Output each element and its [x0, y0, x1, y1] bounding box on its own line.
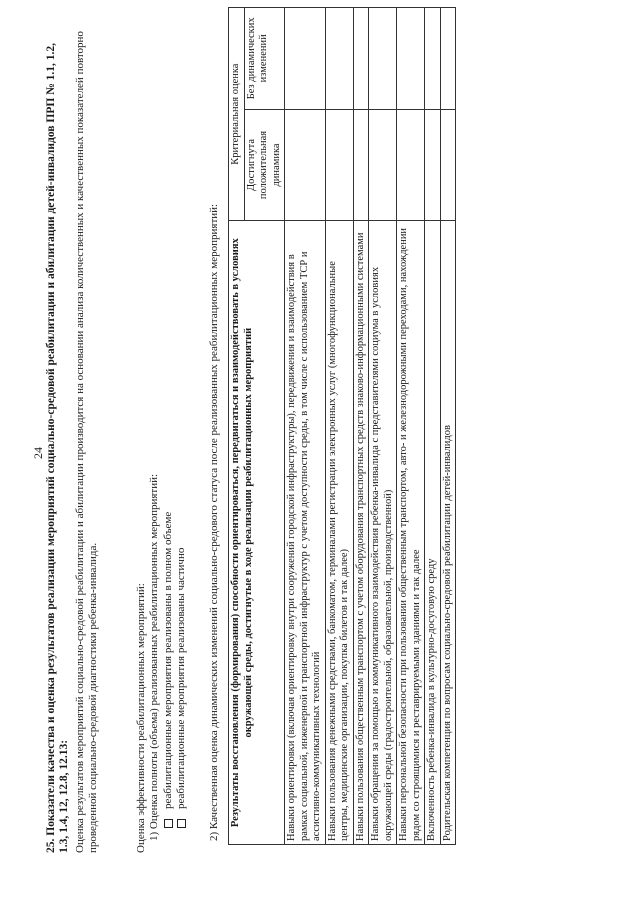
cell-no-change[interactable]: [285, 8, 326, 110]
option-full: [162, 512, 175, 828]
row-label: Навыки пользования денежными средствами, банкоматом, терминалами регистрации электронных услуг (многофункциональные центры, медицинские организации, покупка билетов и так далее): [325, 221, 353, 845]
row-label: Навыки обращения за помощью и коммуникативного взаимодействия ребенка-инвалида с представителями социума в условиях окружающей среды (градостроительной, образовательной, производственной): [369, 221, 397, 845]
cell-no-change[interactable]: [397, 8, 425, 110]
row-label: Навыки пользования общественным транспортом с учетом оборудования транспортных средств знаково-информационными системами: [353, 221, 369, 845]
table-row: [285, 8, 326, 845]
cell-positive[interactable]: [440, 109, 456, 221]
row-label: Включенность ребенка-инвалида в культурно-досуговую среду: [425, 221, 441, 845]
cell-no-change[interactable]: [369, 8, 397, 110]
row-label: Навыки персональной безопасности при пользовании общественным транспортом, авто- и железнодорожными переходами, нахождении рядом со строящимися и реставрируемыми зданиями и так далее: [397, 221, 425, 845]
option-label: реабилитационные мероприятия реализованы частично: [175, 547, 187, 809]
cell-no-change[interactable]: [440, 8, 456, 110]
table-header-row: [229, 8, 245, 845]
effectiveness-title: Оценка эффективности реабилитационных мероприятий:: [135, 583, 147, 853]
table-row: [325, 8, 353, 845]
table-row: [440, 8, 456, 845]
option-label: реабилитационные мероприятия реализованы в полном объеме: [162, 511, 174, 809]
cell-positive[interactable]: [325, 109, 353, 221]
cell-positive[interactable]: [353, 109, 369, 221]
section-heading: 25. Показатели качества и оценка результатов реализации мероприятий социально-средовой реабилитации и абилитации детей-инвалидов ПРП № 1.1, 1.2, 1.3, 1.4, 12, 12.8, 12.13:: [45, 43, 70, 853]
header-no-change: Без динамических изменений: [244, 8, 285, 110]
cell-no-change[interactable]: [325, 8, 353, 110]
cell-positive[interactable]: [425, 109, 441, 221]
table-row: [353, 8, 369, 845]
table-row: [369, 8, 397, 845]
cell-no-change[interactable]: [353, 8, 369, 110]
cell-positive[interactable]: [397, 109, 425, 221]
list-item-1: 1) Оценка полноты (объема) реализованных реабилитационных мероприятий:: [148, 473, 160, 841]
checkbox-icon[interactable]: [177, 819, 186, 828]
list-item-2: 2) Качественная оценка динамических изменений социально-средового статуса после реализованных реабилитационных мероприятий:: [208, 203, 220, 841]
header-positive: Достигнута положительная динамика: [244, 109, 285, 221]
row-label: Навыки ориентировки (включая ориентировку внутри сооружений городской инфраструктуры), передвижения и взаимодействия в рамках социальной, инженерной и транспортной инфраструктур с учетом доступности среды, в том числе с использованием ТСР и ассистивно-коммуникативных технологий: [285, 221, 326, 845]
table-row: [397, 8, 425, 845]
header-criteria: Критериальная оценка: [229, 8, 245, 221]
option-partial: [175, 548, 188, 828]
page-number: 24: [31, 447, 45, 459]
cell-positive[interactable]: [285, 109, 326, 221]
cell-positive[interactable]: [369, 109, 397, 221]
row-label: Родительская компетенция по вопросам социально-средовой реабилитации детей-инвалидов: [440, 221, 456, 845]
intro-paragraph: Оценка результатов мероприятий социально-средовой реабилитации и абилитации производится на основании анализа количественных и качественных показателей повторно проведенной социально-средовой диагностики ребенка-инвалида.: [74, 31, 99, 853]
table-row: [425, 8, 441, 845]
assessment-table: [228, 7, 456, 845]
header-results: Результаты восстановления (формирования) способности ориентироваться, передвигаться и взаимодействовать в условиях окружающей среды, достигнутые в ходе реализации реабилитационных мероприятий: [229, 221, 285, 845]
cell-no-change[interactable]: [425, 8, 441, 110]
checkbox-icon[interactable]: [164, 819, 173, 828]
